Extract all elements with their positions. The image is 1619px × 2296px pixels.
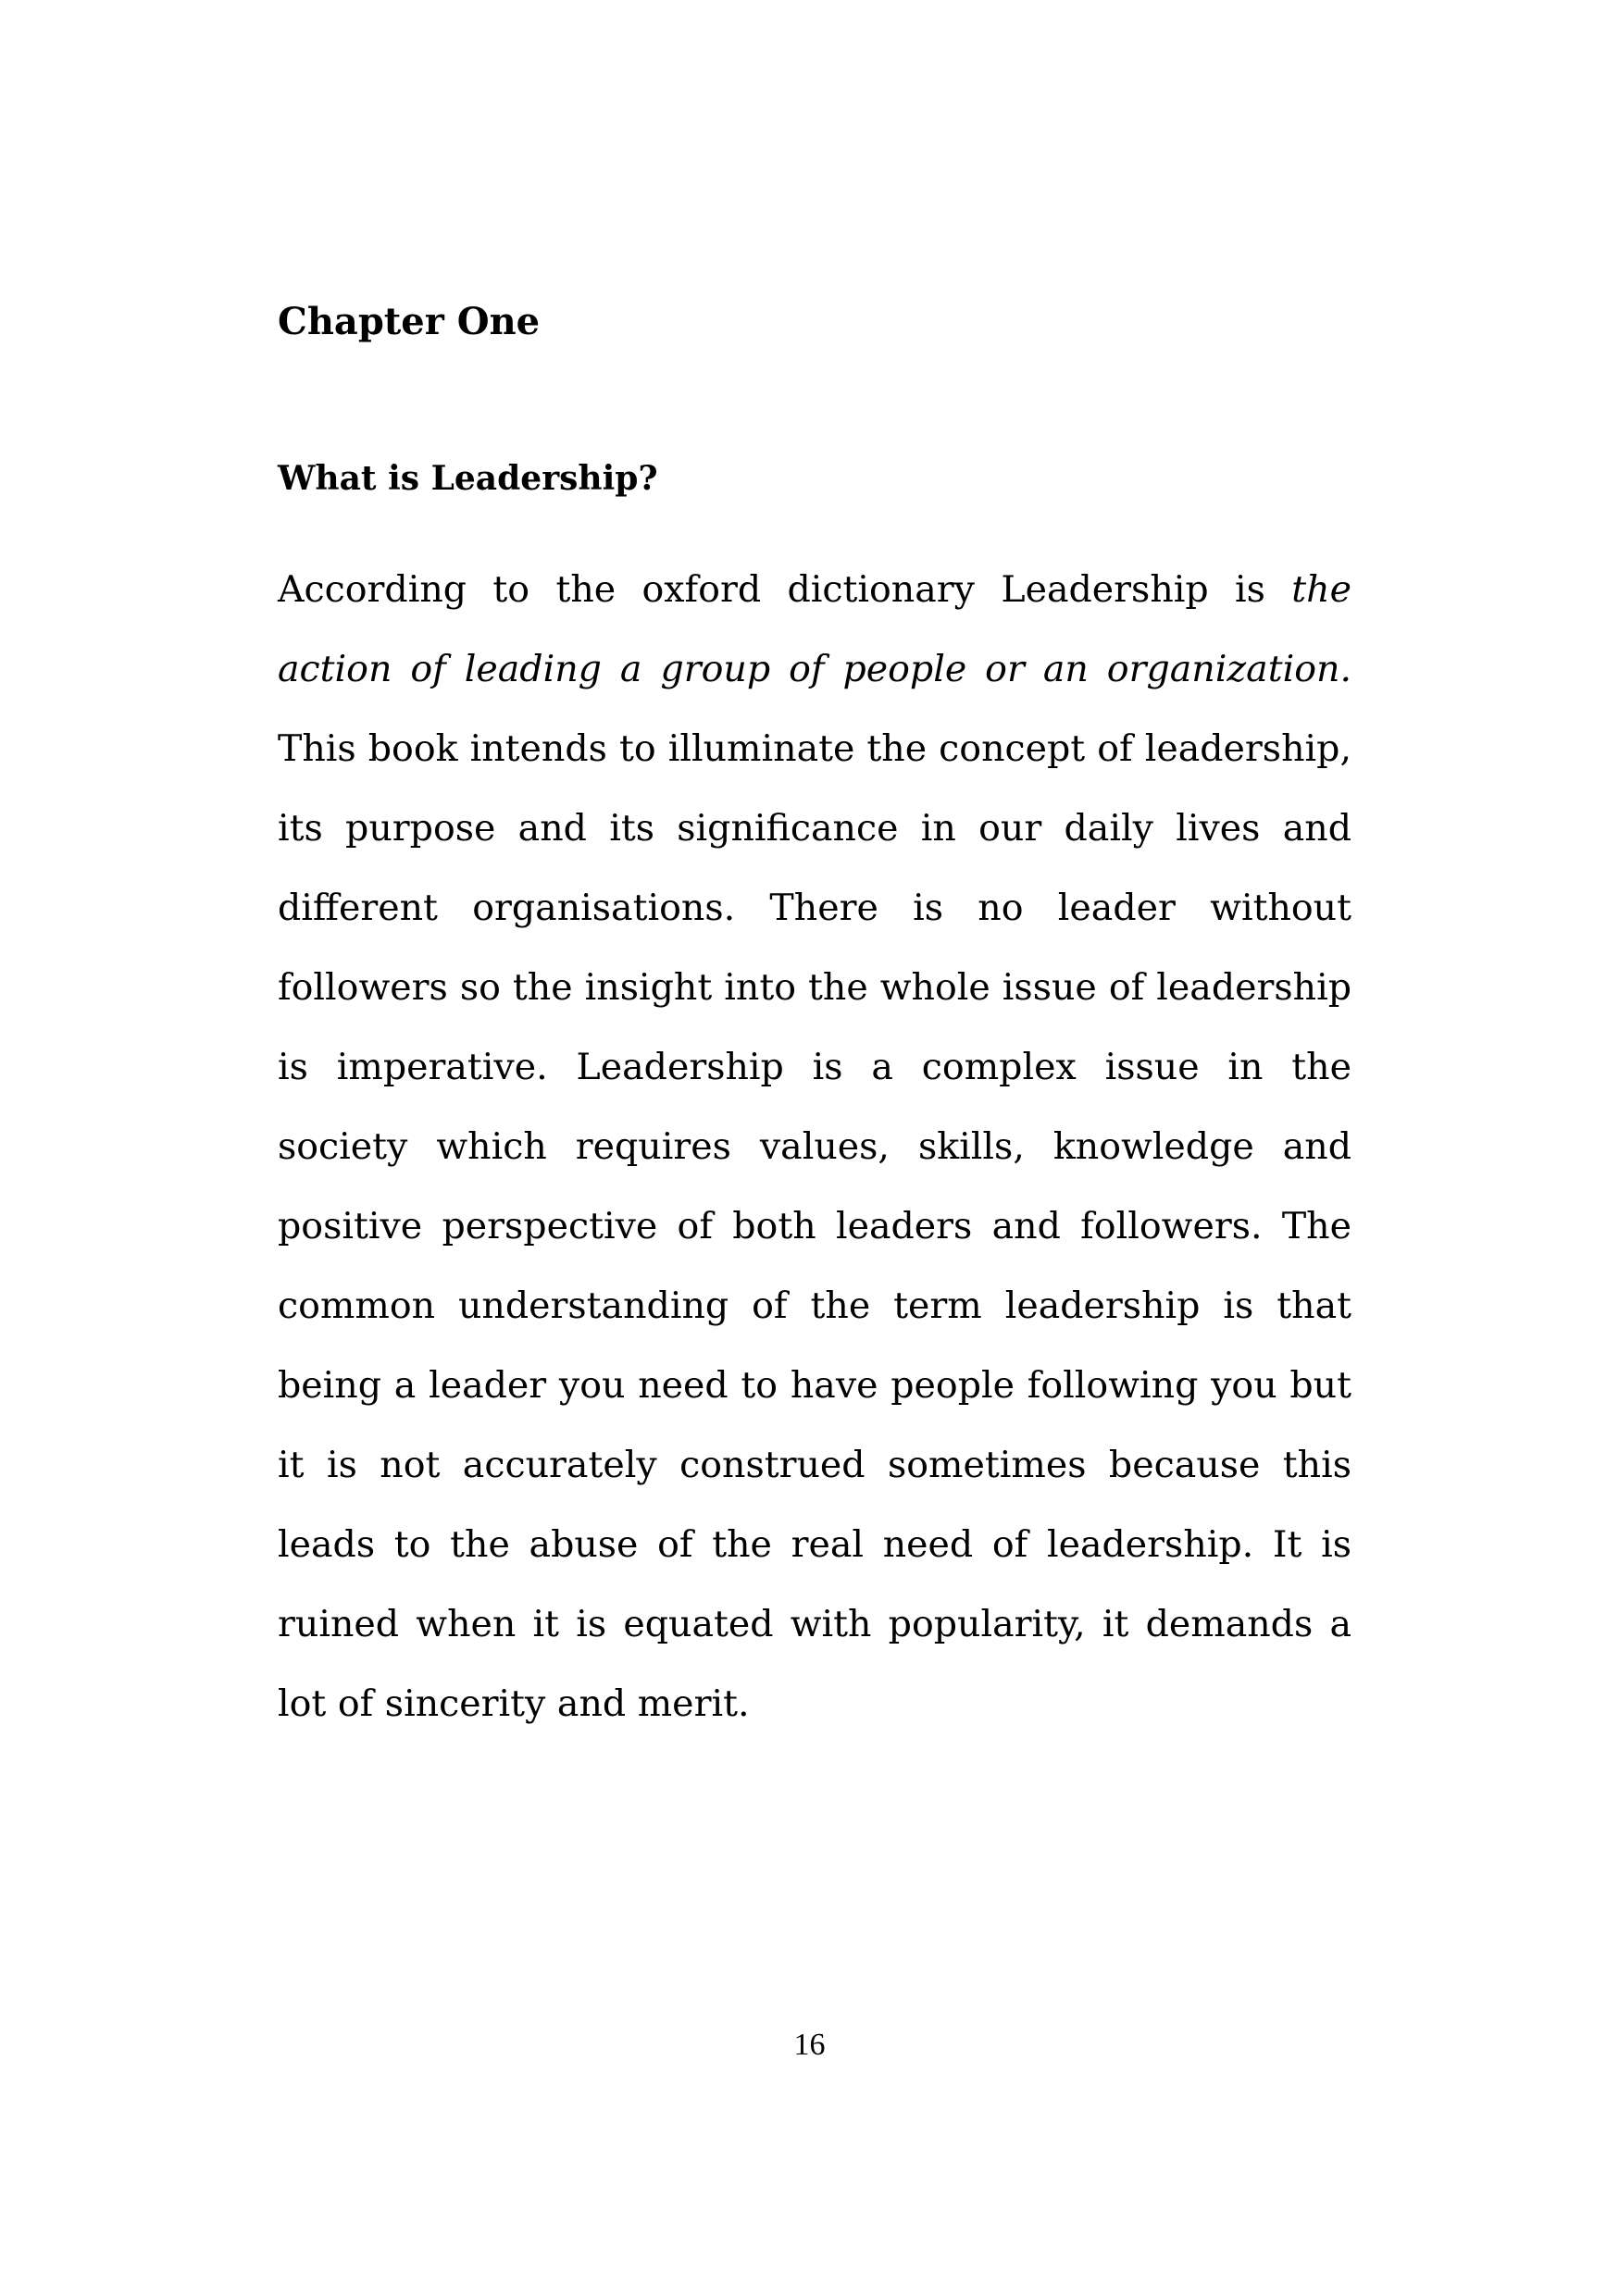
body-paragraph (278, 550, 1351, 1744)
definition-italic: the action of leading a group of people or an organization. (278, 568, 1351, 690)
paragraph-intro: According to the oxford dictionary Leadership is (278, 568, 1292, 611)
paragraph-remainder: This book intends to illuminate the concept of leadership, its purpose and its significance in our daily lives and different organisations. There is no leader without followers so the insight into the whole issue of leadership is imperative. Leadership is a complex issue in the society which requires values, skills, knowledge and positive perspective of both leaders and followers. The common understanding of the term leadership is that being a leader you need to have people following you but it is not accurately construed sometimes because this leads to the abuse of the real need of leadership. It is ruined when it is equated with popularity, it demands a lot of sincerity and merit. (278, 727, 1351, 1725)
page-number: 16 (793, 2028, 826, 2062)
section-heading: What is Leadership? (278, 459, 658, 498)
chapter-title: Chapter One (278, 300, 541, 343)
